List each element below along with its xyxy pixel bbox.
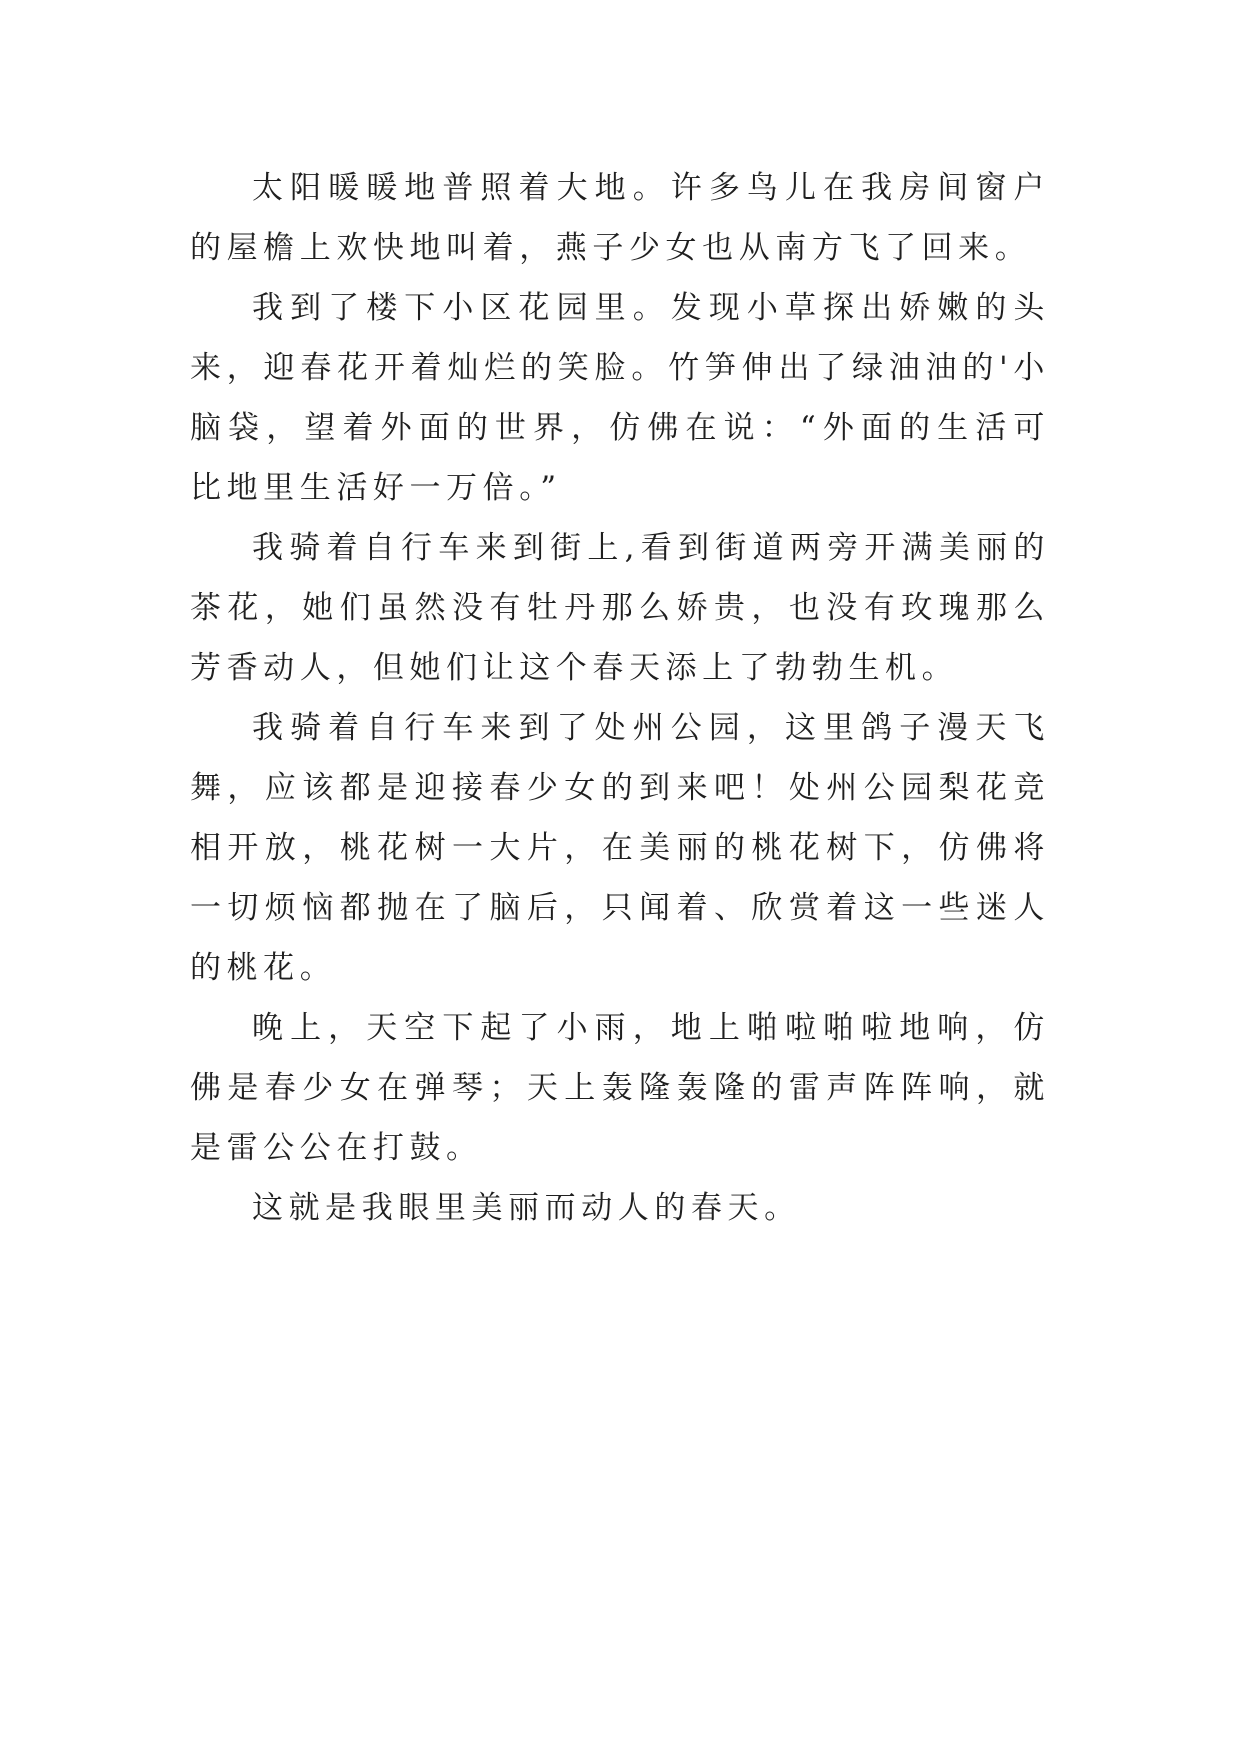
paragraph: 我到了楼下小区花园里。发现小草探出娇嫩的头来，迎春花开着灿烂的笑脸。竹笋伸出了绿油油的'小脑袋，望着外面的世界，仿佛在说：“外面的生活可比地里生活好一万倍。” — [190, 290, 1050, 506]
paragraph: 晚上，天空下起了小雨，地上啪啦啪啦地响，仿佛是春少女在弹琴；天上轰隆轰隆的雷声阵阵响，就是雷公公在打鼓。 — [190, 1010, 1050, 1166]
document-body — [190, 158, 1050, 1238]
paragraph: 太阳暖暖地普照着大地。许多鸟儿在我房间窗户的屋檐上欢快地叫着，燕子少女也从南方飞了回来。 — [190, 170, 1050, 266]
paragraph: 我骑着自行车来到街上,看到街道两旁开满美丽的茶花，她们虽然没有牡丹那么娇贵，也没有玫瑰那么芳香动人，但她们让这个春天添上了勃勃生机。 — [190, 530, 1050, 686]
paragraph: 这就是我眼里美丽而动人的春天。 — [252, 1190, 801, 1226]
paragraph: 我骑着自行车来到了处州公园，这里鸽子漫天飞舞，应该都是迎接春少女的到来吧！处州公园梨花竞相开放，桃花树一大片，在美丽的桃花树下，仿佛将一切烦恼都抛在了脑后，只闻着、欣赏着这一些迷人的桃花。 — [190, 710, 1050, 986]
